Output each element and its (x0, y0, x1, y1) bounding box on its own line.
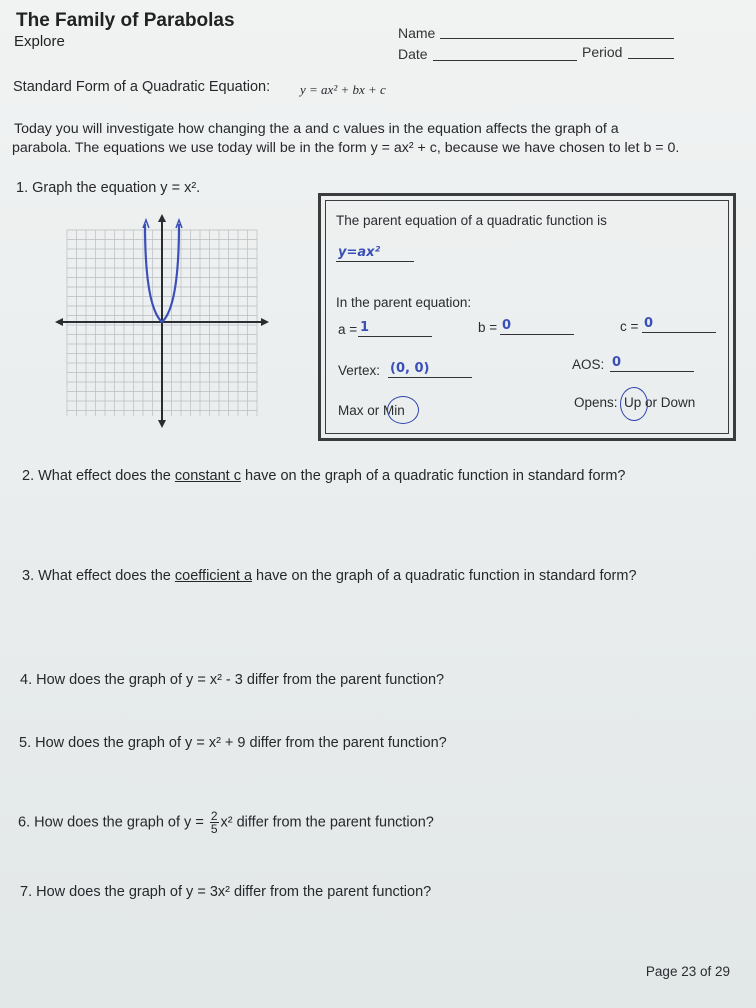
min-circle-icon[interactable] (387, 396, 419, 424)
parent-equation-line (336, 261, 414, 262)
question-1: 1. Graph the equation y = x². (16, 180, 201, 196)
opens-label: Opens: (574, 395, 618, 410)
question-5: 5. How does the graph of y = x² + 9 differ from the parent function? (19, 735, 447, 751)
up-circle-icon[interactable] (620, 387, 648, 421)
vertex-line (388, 377, 472, 378)
a-label: a = (338, 322, 358, 337)
question-7: 7. How does the graph of y = 3x² differ from the parent function? (20, 884, 432, 900)
page-title: The Family of Parabolas (16, 10, 235, 31)
a-answer[interactable]: 1 (360, 320, 370, 335)
coordinate-grid[interactable] (55, 212, 270, 430)
name-line[interactable] (440, 38, 674, 39)
a-line (358, 336, 432, 337)
b-answer[interactable]: 0 (502, 318, 512, 333)
max-or-min-prompt: Max or Min (338, 403, 405, 418)
y-axis-down-arrow-icon (158, 420, 166, 428)
parent-function-box (318, 193, 736, 441)
x-axis-left-arrow-icon (55, 318, 63, 326)
intro-line-1: Today you will investigate how changing the a and c values in the equation affects the graph of a (14, 121, 619, 137)
opens-options: Up or Down (624, 395, 696, 410)
standard-form-equation: y = ax² + bx + c (300, 82, 386, 97)
c-line (642, 332, 716, 333)
question-6: 6. How does the graph of y = $\frac{2}{5}$ x² differ from the parent function? (18, 809, 434, 836)
in-parent-label: In the parent equation: (336, 295, 472, 310)
page-number: Page 23 of 29 (645, 964, 730, 979)
standard-form-label: Standard Form of a Quadratic Equation: (13, 79, 271, 95)
vertex-answer[interactable]: (0, 0) (390, 361, 430, 376)
vertex-label: Vertex: (338, 363, 381, 378)
page-subtitle: Explore (14, 33, 65, 50)
intro-line-2: parabola. The equations we use today will be in the form y = ax² + c, because we have chosen to let b = 0. (12, 140, 680, 156)
aos-line (610, 371, 694, 372)
parent-equation-answer[interactable]: y=ax² (338, 245, 381, 260)
x-axis-right-arrow-icon (261, 318, 269, 326)
parent-equation-prompt: The parent equation of a quadratic function is (336, 213, 607, 228)
coefficient-a-term: coefficient a (174, 568, 253, 584)
question-4: 4. How does the graph of y = x² - 3 differ from the parent function? (20, 672, 445, 688)
question-3: 3. What effect does the coefficient a have on the graph of a quadratic function in standard form? (22, 568, 637, 584)
constant-c-term: constant c (174, 468, 241, 484)
date-line[interactable] (433, 60, 577, 61)
period-label: Period (582, 44, 623, 60)
c-answer[interactable]: 0 (644, 316, 654, 331)
b-line (500, 334, 574, 335)
c-label: c = (620, 319, 639, 334)
y-axis-up-arrow-icon (158, 214, 166, 222)
period-line[interactable] (628, 58, 674, 59)
question-2: 2. What effect does the constant c have on the graph of a quadratic function in standard form? (22, 468, 626, 484)
date-label: Date (398, 46, 428, 62)
b-label: b = (478, 320, 498, 335)
aos-label: AOS: (572, 357, 605, 372)
aos-answer[interactable]: 0 (612, 355, 622, 370)
name-label: Name (398, 25, 436, 41)
fraction-two-fifths: $\frac{2}{5}$ (210, 809, 218, 836)
